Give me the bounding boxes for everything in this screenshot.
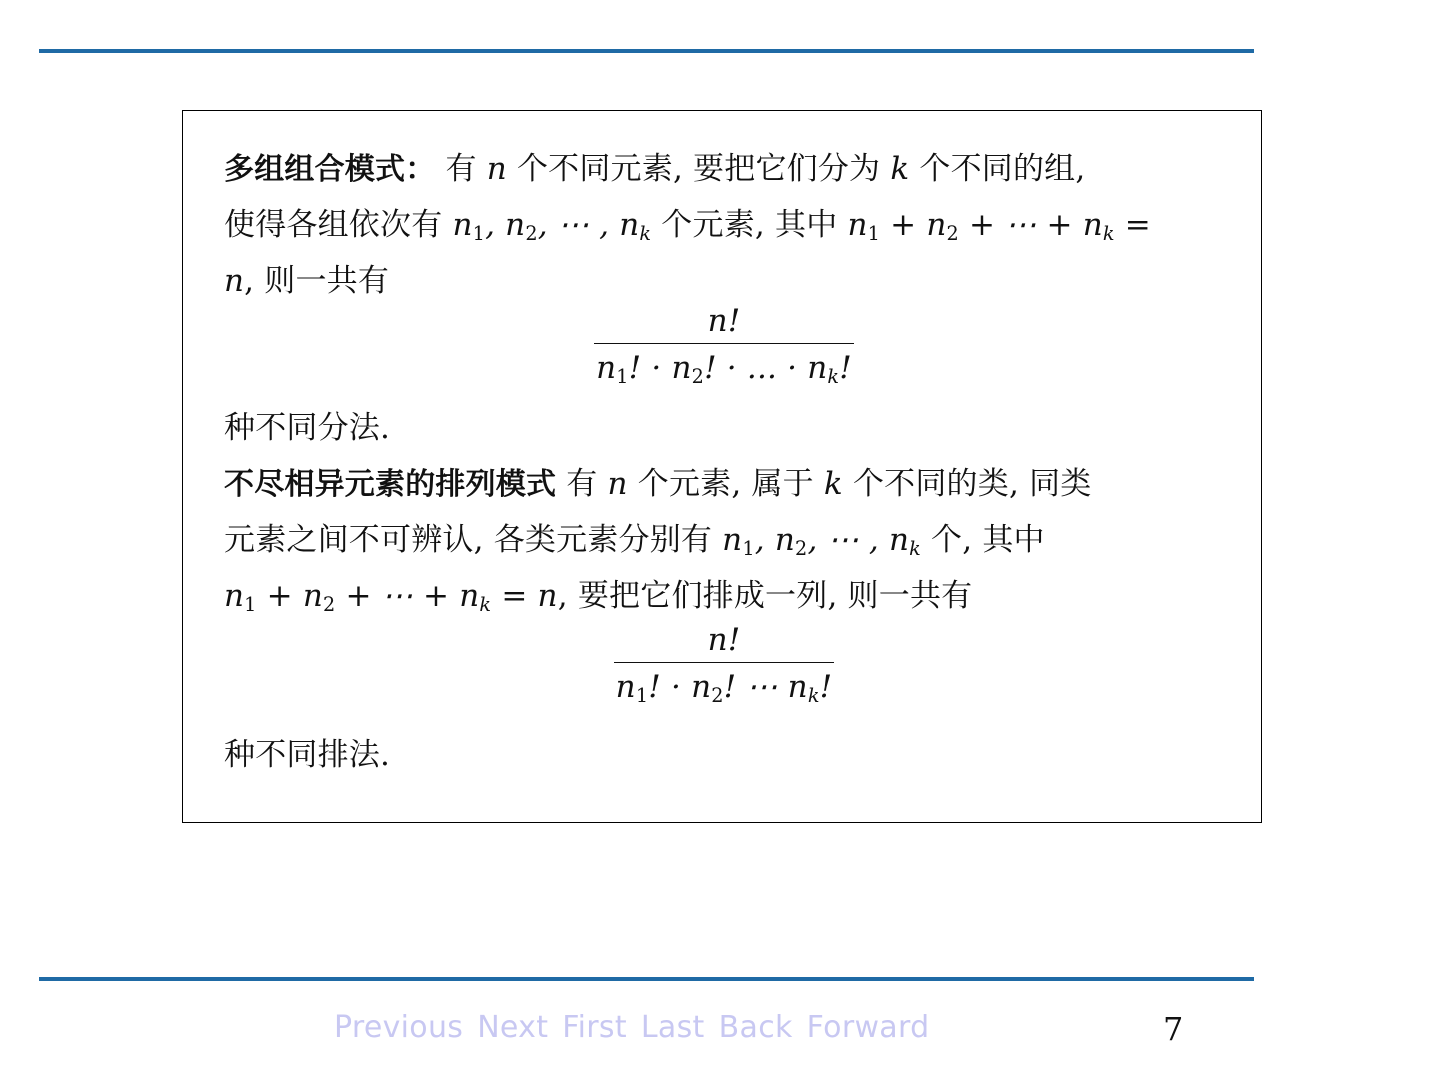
first-link[interactable]: First [562, 1010, 627, 1045]
para1-line2: 使得各组依次有 $n_1$, $n_2$, ⋯ , $n_k$ 个元素, 其中 $n_1 + n_2$ + ⋯ + $n_k$ = [224, 207, 1151, 245]
last-link[interactable]: Last [640, 1010, 705, 1045]
para2-line1: 不尽相异元素的排列模式 有 n 个元素, 属于 k 个不同的类, 同类 [224, 466, 1092, 502]
math-sum-2: $n_1 + n_2$ + ⋯ + $n_k = n$ [224, 578, 558, 616]
fraction-1-numerator: n! [707, 303, 741, 339]
para1-line1: 多组组合模式： 有 n 个不同元素, 要把它们分为 k 个不同的组, [224, 151, 1086, 187]
back-link[interactable]: Back [718, 1010, 793, 1045]
page-number: 7 [1163, 1010, 1184, 1048]
previous-link[interactable]: Previous [334, 1010, 464, 1045]
math-sum: $n_1 + n_2$ + ⋯ + $n_k$ = [847, 207, 1151, 245]
fraction-2 [608, 620, 840, 709]
top-rule [39, 49, 1254, 53]
fraction-2-denominator: $n_1$! · $n_2$! ⋯ $n_k$! [614, 662, 835, 709]
para1-line3: n, 则一共有 [224, 263, 390, 299]
forward-link[interactable]: Forward [806, 1010, 930, 1045]
fraction-1-denominator: $n_1$! · $n_2$! · ... · $n_k$! [594, 343, 854, 390]
para2-line2: 元素之间不可辨认, 各类元素分别有 $n_1$, $n_2$, ⋯ , $n_k$ 个, 其中 [224, 522, 1045, 560]
math-n-list-2: $n_1$, $n_2$, ⋯ , $n_k$ [722, 522, 921, 560]
para1-end: 种不同分法. [224, 410, 391, 446]
para2-line3: $n_1 + n_2$ + ⋯ + $n_k = n$, 要把它们排成一列, 则一共有 [224, 578, 973, 616]
content-box [182, 110, 1262, 823]
slide-navigation [334, 1010, 929, 1045]
multi-group-title: 多组组合模式： [224, 152, 436, 187]
bottom-rule [39, 977, 1254, 981]
permutation-title: 不尽相异元素的排列模式 [224, 467, 557, 502]
content-body [224, 141, 1224, 783]
math-n-list: $n_1$, $n_2$, ⋯ , $n_k$ [452, 207, 652, 245]
para2-end: 种不同排法. [224, 737, 391, 773]
fraction-2-numerator: n! [707, 622, 741, 658]
next-link[interactable]: Next [477, 1010, 549, 1045]
fraction-1 [594, 301, 854, 390]
